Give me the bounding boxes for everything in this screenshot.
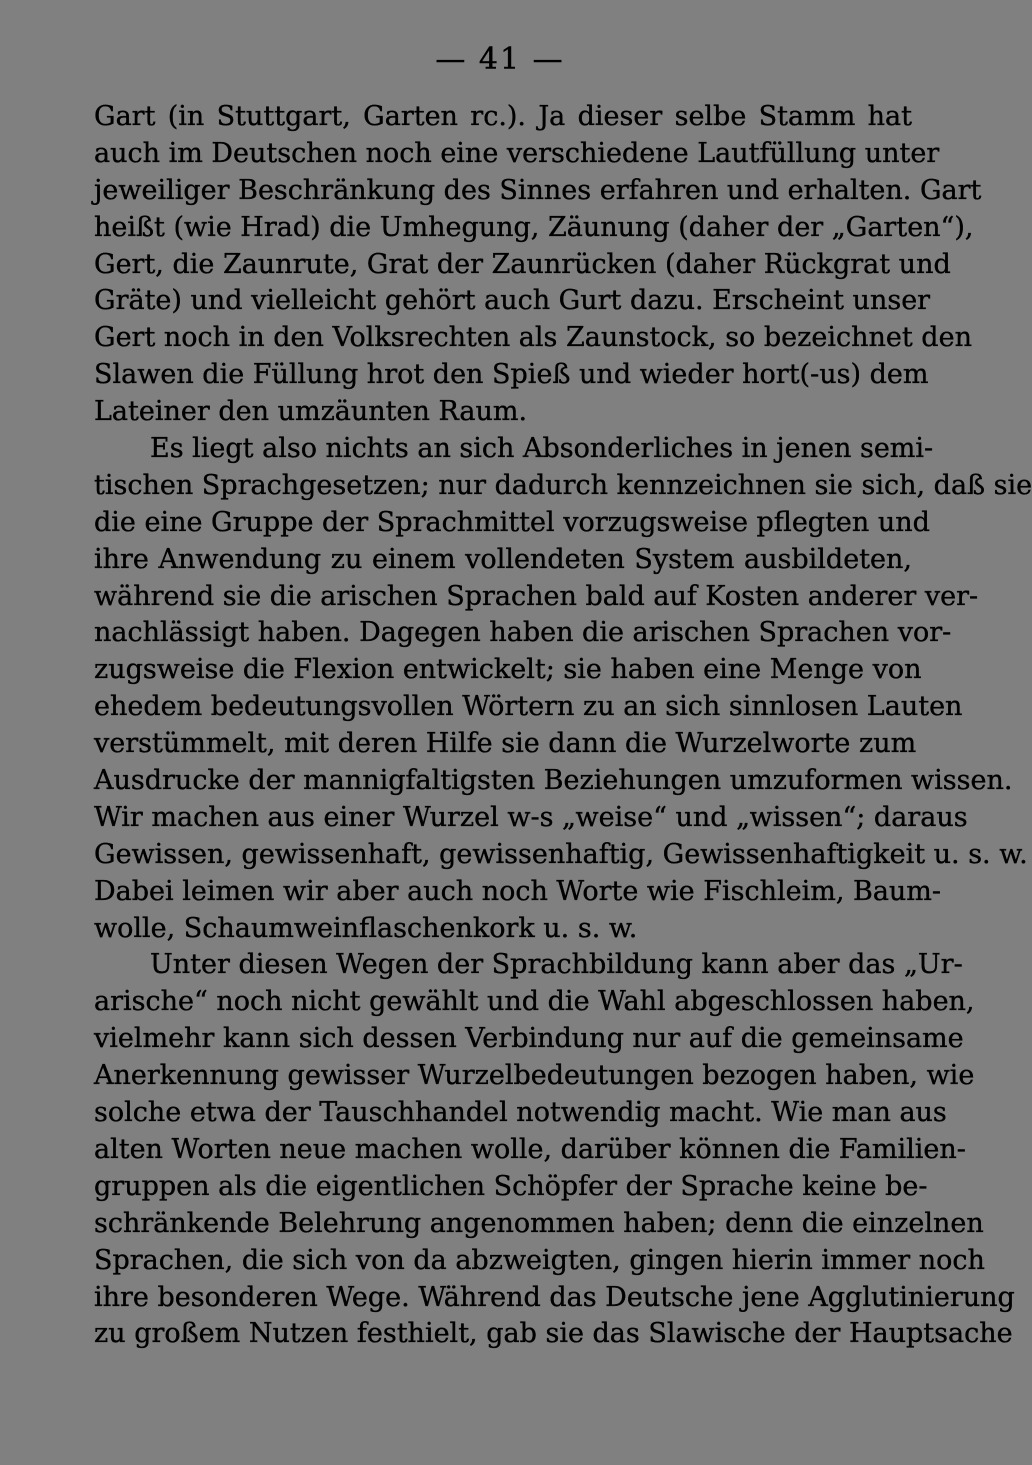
text-line: arische“ noch nicht gewählt und die Wahl abgeschlossen haben, <box>94 986 975 1018</box>
text-line: vielmehr kann sich dessen Verbindung nur auf die gemeinsame <box>94 1023 964 1055</box>
text-line: Gewissen, gewissenhaft, gewissenhaftig, Gewissenhaftigkeit u. s. w. <box>94 838 1028 870</box>
text-line: die eine Gruppe der Sprachmittel vorzugsweise pflegten und <box>94 506 930 538</box>
text-line: nachlässigt haben. Dagegen haben die arischen Sprachen vor- <box>94 617 952 649</box>
text-line: auch im Deutschen noch eine verschiedene Lautfüllung unter <box>94 137 940 169</box>
text-line: Wir machen aus einer Wurzel w-s „weise“ und „wissen“; daraus <box>94 801 968 833</box>
text-line: Es liegt also nichts an sich Absonderliches in jenen semi- <box>150 433 934 465</box>
text-line: Gart (in Stuttgart, Garten rc.). Ja dieser selbe Stamm hat <box>94 101 912 132</box>
text-line: zu großem Nutzen festhielt, gab sie das Slawische der Hauptsache <box>94 1318 1013 1350</box>
text-line: Dabei leimen wir aber auch noch Worte wie Fischleim, Baum- <box>94 875 942 907</box>
text-line: jeweiliger Beschränkung des Sinnes erfahren und erhalten. Gart <box>94 174 982 206</box>
text-line: Lateiner den umzäunten Raum. <box>94 396 528 428</box>
text-line: Gräte) und vielleicht gehört auch Gurt dazu. Erscheint unser <box>94 285 931 317</box>
text-line: Gert, die Zaunrute, Grat der Zaunrücken (daher Rückgrat und <box>94 248 951 280</box>
text-line: heißt (wie Hrad) die Umhegung, Zäunung (daher der „Garten“), <box>94 211 974 243</box>
text-line: verstümmelt, mit deren Hilfe sie dann die Wurzelworte zum <box>94 728 917 760</box>
text-line: zugsweise die Flexion entwickelt; sie haben eine Menge von <box>94 654 922 686</box>
body-text <box>94 99 1032 1353</box>
text-line: schränkende Belehrung angenommen haben; denn die einzelnen <box>94 1207 984 1239</box>
text-line: alten Worten neue machen wolle, darüber können die Familien- <box>94 1133 966 1165</box>
text-line: Anerkennung gewisser Wurzelbedeutungen bezogen haben, wie <box>94 1060 975 1092</box>
text-line: Ausdrucke der mannigfaltigsten Beziehungen umzuformen wissen. <box>94 765 1013 797</box>
text-line: wolle, Schaumweinflaschenkork u. s. w. <box>94 912 638 944</box>
text-line: ihre Anwendung zu einem vollendeten System ausbildeten, <box>94 543 912 575</box>
text-line: ehedem bedeutungsvollen Wörtern zu an sich sinnlosen Lauten <box>94 691 963 723</box>
text-line: solche etwa der Tauschhandel notwendig macht. Wie man aus <box>94 1097 947 1129</box>
text-line: Unter diesen Wegen der Sprachbildung kann aber das „Ur- <box>150 949 963 981</box>
page-number: — 41 — <box>435 42 565 77</box>
text-line: während sie die arischen Sprachen bald auf Kosten anderer ver- <box>94 580 979 612</box>
text-line: Gert noch in den Volksrechten als Zaunstock, so bezeichnet den <box>94 322 972 354</box>
text-line: Sprachen, die sich von da abzweigten, gingen hierin immer noch <box>94 1244 985 1276</box>
text-line: tischen Sprachgesetzen; nur dadurch kennzeichnen sie sich, daß sie <box>94 469 1032 501</box>
text-line: gruppen als die eigentlichen Schöpfer der Sprache keine be- <box>94 1170 928 1202</box>
text-line: ihre besonderen Wege. Während das Deutsche jene Agglutinierung <box>94 1281 1015 1313</box>
text-line: Slawen die Füllung hrot den Spieß und wieder hort(-us) dem <box>94 359 929 391</box>
